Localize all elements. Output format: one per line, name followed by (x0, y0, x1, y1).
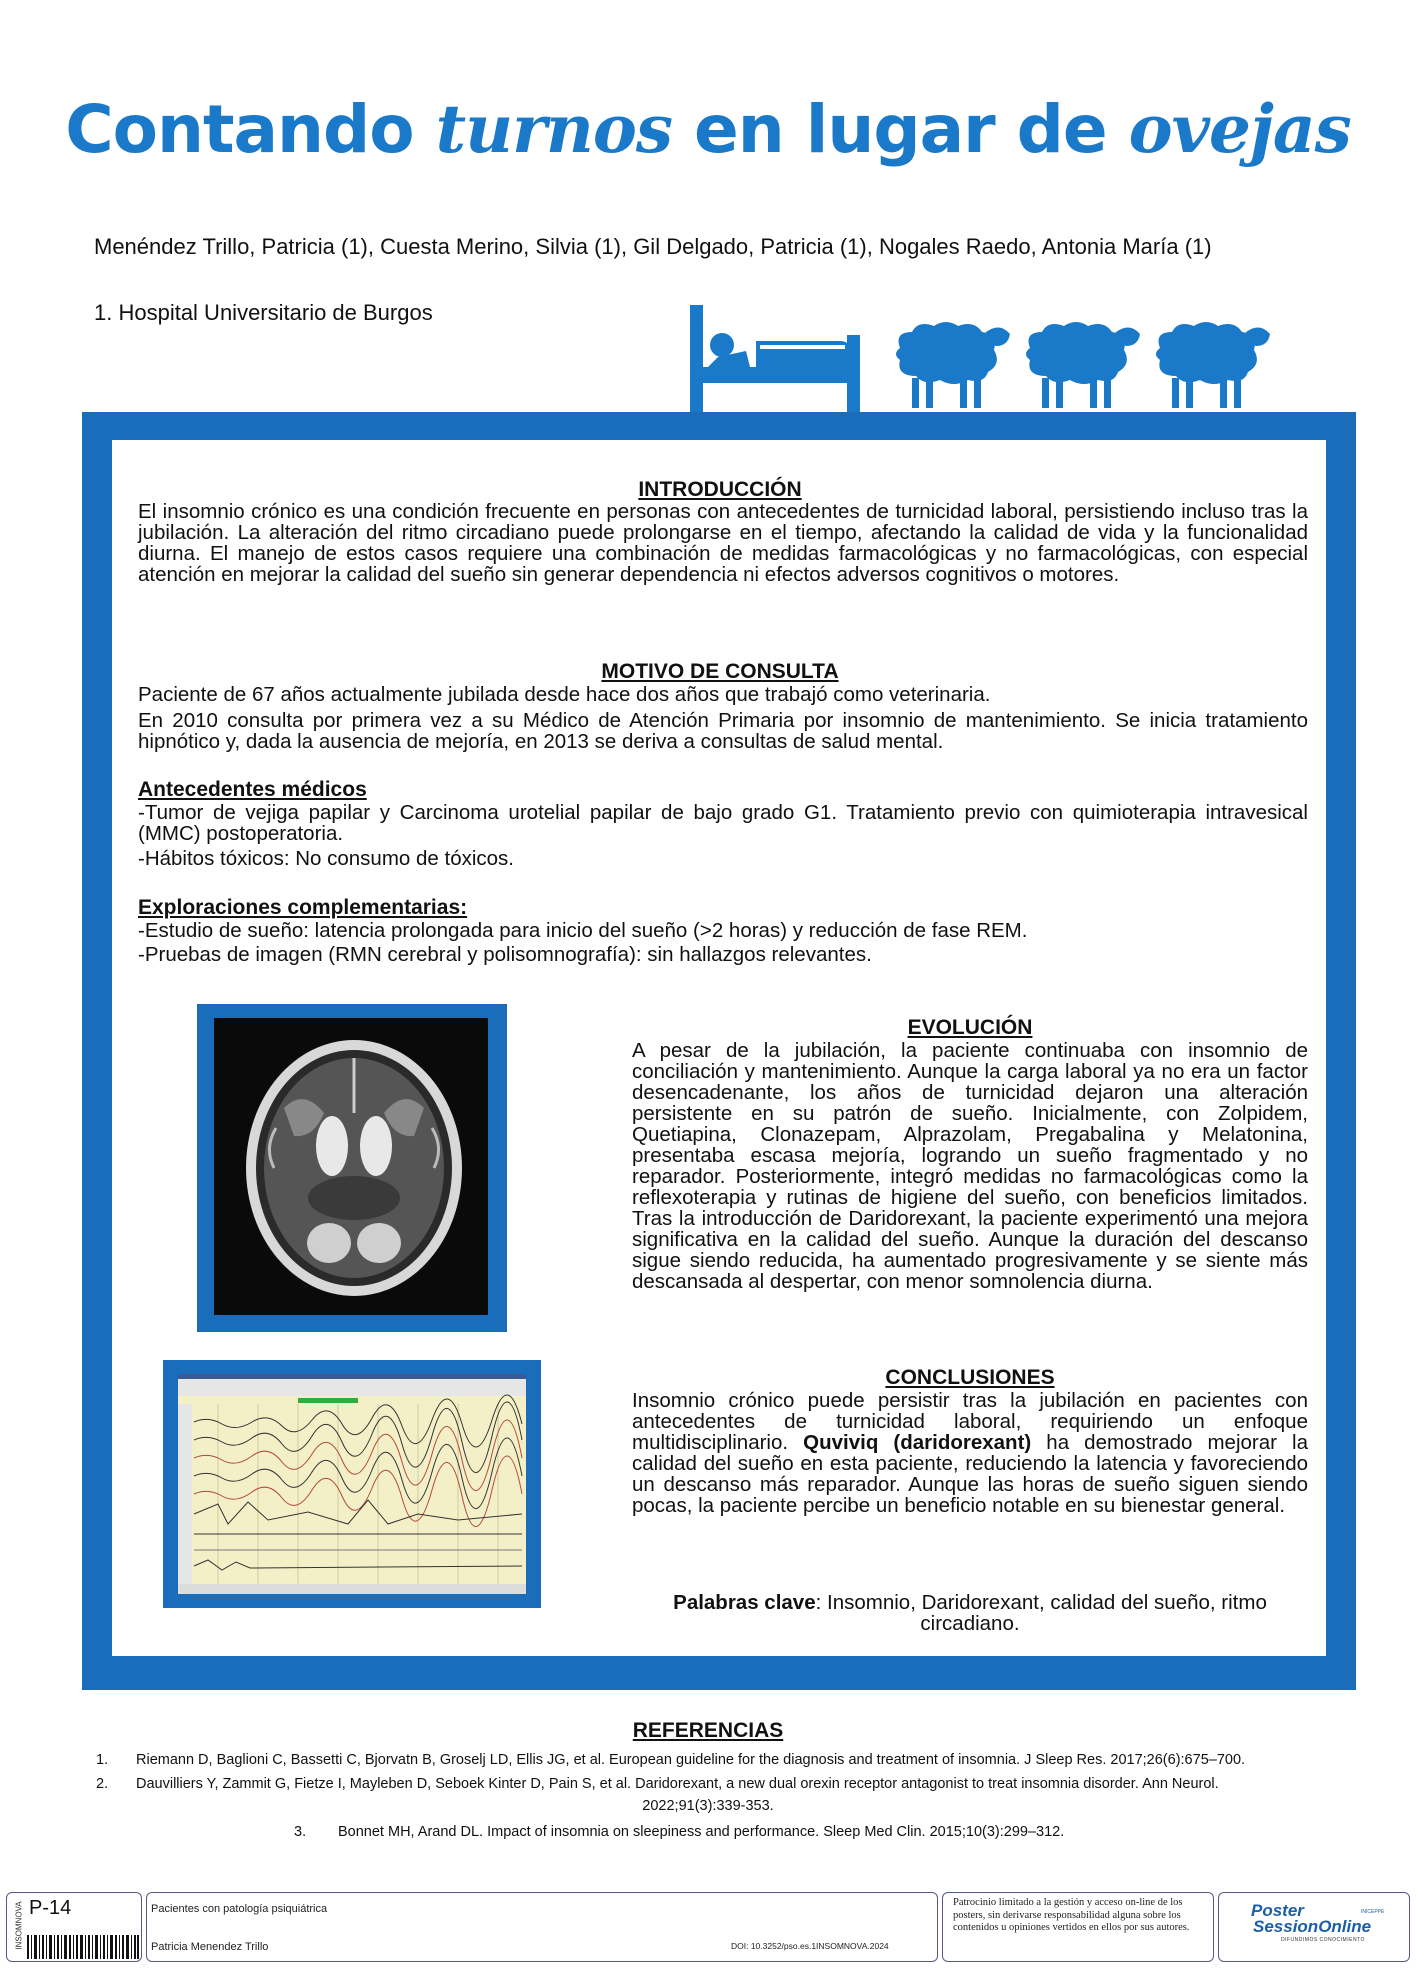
reference-1-number: 1. (96, 1752, 109, 1768)
motivo-heading: MOTIVO DE CONSULTA (601, 660, 839, 683)
conclusiones-text-b: ha demostrado mejorar la calidad del sueño en esta paciente, reduciendo la latencia y favoreciendo un descanso más reparador. Aunque las horas de sueño siguen siendo pocas, la paciente percibe un beneficio notable en su bienestar general. (632, 1431, 1308, 1517)
poster-session-online-logo[interactable] (1218, 1892, 1410, 1962)
title-part-3: en lugar de (672, 91, 1129, 168)
logo-line-2: SessionOnline (1253, 1917, 1372, 1936)
reference-2-number: 2. (96, 1776, 109, 1792)
intro-heading: INTRODUCCIÓN (638, 478, 802, 501)
evolucion-heading: EVOLUCIÓN (907, 1016, 1033, 1039)
footer-code-box (6, 1892, 142, 1962)
poster-title (0, 90, 1416, 168)
footer-category: Pacientes con patología psiquiátrica (151, 1903, 328, 1915)
evolucion-text: A pesar de la jubilación, la paciente continuaba con insomnio de conciliación y mantenimiento. Aunque la carga laboral ya no era un factor desencadenante, los años de turnicidad dejaron una alteración persistente en su patrón de sueño. Inicialmente, con Zolpidem, Quetiapina, Clonazepam, Alprazolam, Pregabalina y Melatonina, presentaba escasa mejoría, logrando un sueño fragmentado y no reparador. Posteriormente, integró medidas no farmacológicas como la reflexoterapia y rutinas de higiene del sueño, con beneficios limitados. Tras la introducción de Daridorexant, la paciente experimentó una mejora significativa en la calidad del sueño. Aunque la duración del descanso sigue siendo reducida, ha aumentado progresivamente y se siente más descansada al despertar, con menor somnolencia diurna. (632, 1039, 1308, 1293)
motivo-line-2: En 2010 consulta por primera vez a su Médico de Atención Primaria por insomnio de mantenimiento. Se inicia tratamiento hipnótico y, dada la ausencia de mejoría, en 2013 se deriva a consultas de salud mental. (138, 709, 1308, 753)
conclusiones-text-a: Insomnio crónico puede persistir tras la jubilación en pacientes con antecedentes de turnicidad laboral, requiriendo un enfoque multidisciplinario. (632, 1389, 1308, 1454)
footer-vertical-label: INSOMNOVA (14, 1901, 24, 1950)
reference-2-continued: 2022;91(3):339-353. (642, 1798, 774, 1814)
conclusiones-text (632, 1390, 1308, 1516)
authors: Menéndez Trillo, Patricia (1), Cuesta Merino, Silvia (1), Gil Delgado, Patricia (1), Nogales Raedo, Antonia María (1) (94, 234, 1212, 259)
antecedentes-line-2: -Hábitos tóxicos: No consumo de tóxicos. (138, 847, 514, 870)
antecedentes-heading: Antecedentes médicos (138, 778, 367, 801)
logo-line-1: Poster (1251, 1901, 1304, 1920)
title-part-ovejas: ovejas (1128, 90, 1351, 168)
reference-3-number: 3. (294, 1824, 307, 1840)
footer-author: Patricia Menendez Trillo (151, 1941, 269, 1953)
keywords-label: Palabras clave (673, 1591, 816, 1614)
keywords-text: : Insomnio, Daridorexant, calidad del sueño, ritmo circadiano. (815, 1591, 1267, 1635)
bed-icon (690, 305, 860, 413)
motivo-line-1: Paciente de 67 años actualmente jubilada desde hace dos años que trabajó como veterinaria. (138, 683, 991, 706)
sheep-icon (1150, 318, 1272, 410)
exploraciones-heading: Exploraciones complementarias: (138, 896, 468, 919)
footer-info-box (146, 1892, 938, 1962)
footer-disclaimer: Patrocinio limitado a la gestión y acceso on-line de los posters, sin derivarse responsabilidad alguna sobre los contenidos u opiniones vertidos en ellos por sus autores. (953, 1897, 1190, 1933)
keywords (640, 1592, 1300, 1634)
intro-text: El insomnio crónico es una condición frecuente en personas con antecedentes de turnicidad laboral, persistiendo incluso tras la jubilación. La alteración del ritmo circadiano puede prolongarse en el tiempo, afectando la calidad de vida y la funcionalidad diurna. El manejo de estos casos requiere una combinación de medidas farmacológicas y no farmacológicas, con especial atención en mejorar la calidad del sueño sin generar dependencia ni efectos adversos cognitivos o motores. (138, 500, 1308, 586)
footer-doi: DOI: 10.3252/pso.es.1INSOMNOVA.2024 (731, 1941, 889, 1951)
barcode (27, 1935, 139, 1959)
sheep-icon (890, 318, 1012, 410)
exploraciones-line-2: -Pruebas de imagen (RMN cerebral y polisomnografía): sin hallazgos relevantes. (138, 943, 872, 966)
antecedentes-line-1: -Tumor de vejiga papilar y Carcinoma urotelial papilar de bajo grado G1. Tratamiento previo con quimioterapia intravesical (MMC) postoperatoria. (138, 801, 1308, 845)
exploraciones-line-1: -Estudio de sueño: latencia prolongada para inicio del sueño (>2 horas) y reducción de fase REM. (138, 919, 1028, 942)
title-part-1: Contando (65, 91, 436, 168)
conclusiones-heading: CONCLUSIONES (885, 1366, 1055, 1389)
reference-3: Bonnet MH, Arand DL. Impact of insomnia on sleepiness and performance. Sleep Med Clin. 2015;10(3):299–312. (338, 1824, 1065, 1840)
brain-mri-image (214, 1018, 488, 1315)
references-heading: REFERENCIAS (632, 1719, 784, 1742)
title-part-turnos: turnos (435, 90, 673, 168)
affiliation: 1. Hospital Universitario de Burgos (94, 300, 433, 325)
logo-registered: INICEPPE (1361, 1909, 1385, 1915)
sheep-icon (1020, 318, 1142, 410)
footer-disclaimer-box (942, 1892, 1214, 1962)
poster-code: P-14 (29, 1897, 72, 1919)
logo-tagline: DIFUNDIMOS CONOCIMIENTO (1281, 1937, 1365, 1943)
quviviq-highlight: Quviviq (daridorexant) (803, 1431, 1032, 1454)
reference-1: Riemann D, Baglioni C, Bassetti C, Bjorvatn B, Groselj LD, Ellis JG, et al. European guideline for the diagnosis and treatment of insomnia. J Sleep Res. 2017;26(6):675–700. (136, 1752, 1246, 1768)
reference-2: Dauvilliers Y, Zammit G, Fietze I, Mayleben D, Seboek Kinter D, Pain S, et al. Daridorexant, a new dual orexin receptor antagonist to treat insomnia disorder. Ann Neurol. (136, 1776, 1219, 1792)
polysomnography-image (178, 1374, 526, 1594)
